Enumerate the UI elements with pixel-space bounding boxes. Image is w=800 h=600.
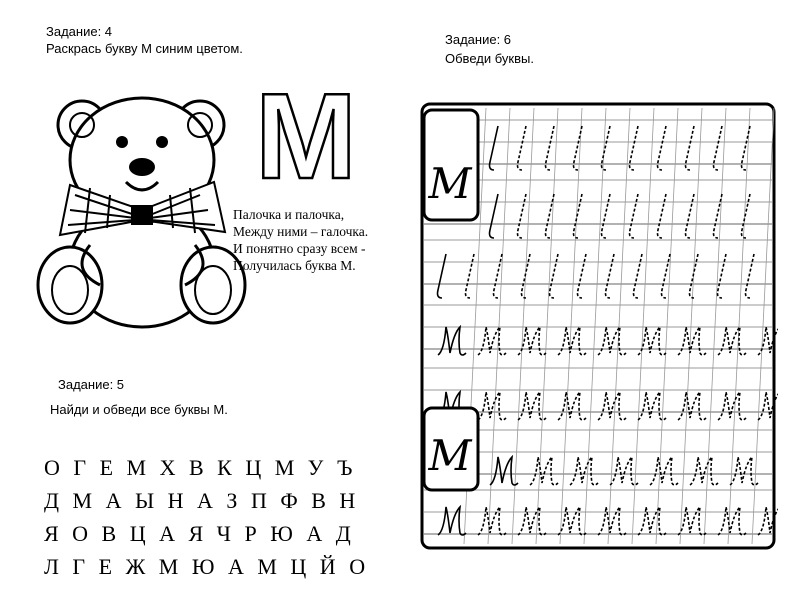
sample-letter-2: М — [428, 431, 472, 480]
task5-title: Задание: 5 — [58, 377, 125, 392]
task6-title: Задание: 6 — [445, 32, 512, 47]
big-outline-letter — [252, 78, 360, 186]
letter-grid — [44, 455, 369, 587]
task6-instruction: Обведи буквы. — [445, 51, 534, 66]
letter-row-1[interactable]: О Г Е М Х В К Ц М У Ъ — [44, 455, 357, 480]
task4-title: Задание: 4 — [46, 24, 113, 39]
tracing-sheet[interactable] — [418, 100, 778, 552]
big-letter-m: М — [255, 78, 357, 186]
poem-line-4: Получилась буква М. — [233, 258, 356, 273]
task5-instruction: Найди и обведи все буквы М. — [50, 402, 228, 417]
poem — [233, 206, 368, 274]
letter-row-4[interactable]: Л Г Е Ж М Ю А М Ц Й О — [44, 554, 370, 579]
poem-line-3: И понятно сразу всем - — [233, 241, 366, 256]
sample-letter-1: М — [428, 159, 472, 208]
poem-line-1: Палочка и палочка, — [233, 207, 345, 222]
letter-row-2[interactable]: Д М А Ы Н А З П Ф В Н — [44, 488, 360, 513]
task4-instruction: Раскрась букву М синим цветом. — [46, 41, 243, 56]
letter-row-3[interactable]: Я О В Ц А Я Ч Р Ю А Д — [44, 521, 355, 546]
bear-illustration — [30, 70, 255, 345]
poem-line-2: Между ними – галочка. — [233, 224, 369, 239]
